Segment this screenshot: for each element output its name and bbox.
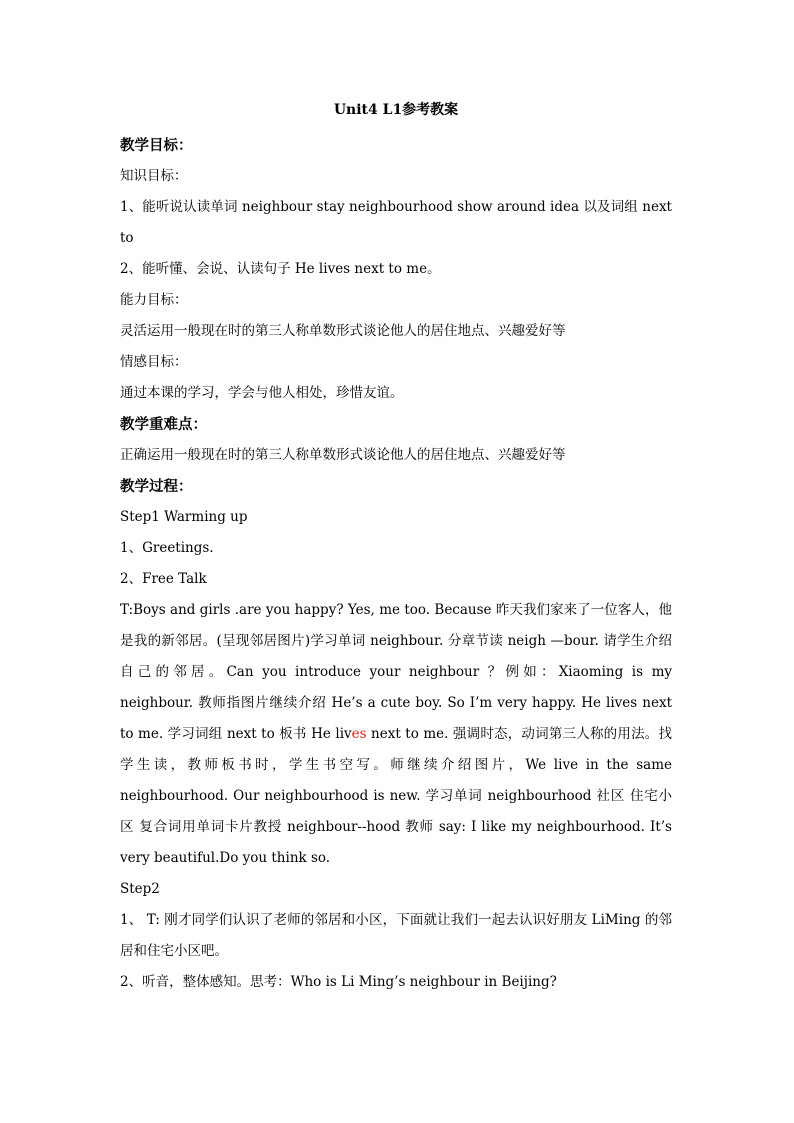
step1-heading: Step1 Warming up xyxy=(120,509,248,525)
document-body xyxy=(120,100,672,998)
free-talk-paragraph xyxy=(120,595,672,874)
heading-key-points: 教学重难点： xyxy=(120,416,207,433)
ability-goal-text: 灵活运用一般现在时的第三人称单数形式谈论他人的居住地点、兴趣爱好等 xyxy=(120,323,566,339)
step2-heading: Step2 xyxy=(120,881,160,897)
emotion-goal-label: 情感目标： xyxy=(120,354,188,370)
knowledge-goal-label: 知识目标： xyxy=(120,168,188,184)
document-title: Unit4 L1参考教案 xyxy=(333,102,459,118)
heading-teaching-process: 教学过程： xyxy=(120,478,193,495)
step1-greetings: 1、Greetings. xyxy=(120,540,214,556)
step2-item-2: 2、听音，整体感知。思考：Who is Li Ming’s neighbour in Beijing? xyxy=(120,974,557,990)
emotion-goal-text: 通过本课的学习，学会与他人相处，珍惜友谊。 xyxy=(120,385,404,401)
goal-item-1: 1、能听说认读单词 neighbour stay neighbourhood show around idea 以及词组 next to xyxy=(120,199,672,246)
step1-free-talk: 2、Free Talk xyxy=(120,571,207,587)
paragraph-text-part-1: T:Boys and girls .are you happy? Yes, me too. Because 昨天我们家来了一位客人，他是我的新邻居。(呈现邻居图片)学习单词 neighbour. 分章节读 neigh —bour. 请学生介绍自己的邻居。Can you introduce your neighbour ？例如：Xiaoming is my neighbour. 教师指图片继续介绍 He’s a cute boy. So I’m very happy. He lives next to me. 学习词组 next to 板书 He liv xyxy=(120,602,672,742)
key-points-text: 正确运用一般现在时的第三人称单数形式谈论他人的居住地点、兴趣爱好等 xyxy=(120,447,566,463)
paragraph-text-part-2: next to me. 强调时态，动词第三人称的用法。找学生读，教师板书时，学生书空写。师继续介绍图片，We live in the same neighbourhood. Our neighbourhood is new. 学习单词 neighbourhood 社区 住宅小区 复合词用单词卡片教授 neighbour--hood 教师 say: I like my neighbourhood. It’s very beautiful.Do you think so. xyxy=(120,726,672,866)
step2-item-1: 1、 T: 刚才同学们认识了老师的邻居和小区，下面就让我们一起去认识好朋友 LiMing 的邻居和住宅小区吧。 xyxy=(120,912,672,959)
goal-item-2: 2、能听懂、会说、认读句子 He lives next to me。 xyxy=(120,261,441,277)
highlighted-suffix: es xyxy=(351,726,367,742)
ability-goal-label: 能力目标： xyxy=(120,292,188,308)
heading-teaching-goals: 教学目标： xyxy=(120,137,193,154)
